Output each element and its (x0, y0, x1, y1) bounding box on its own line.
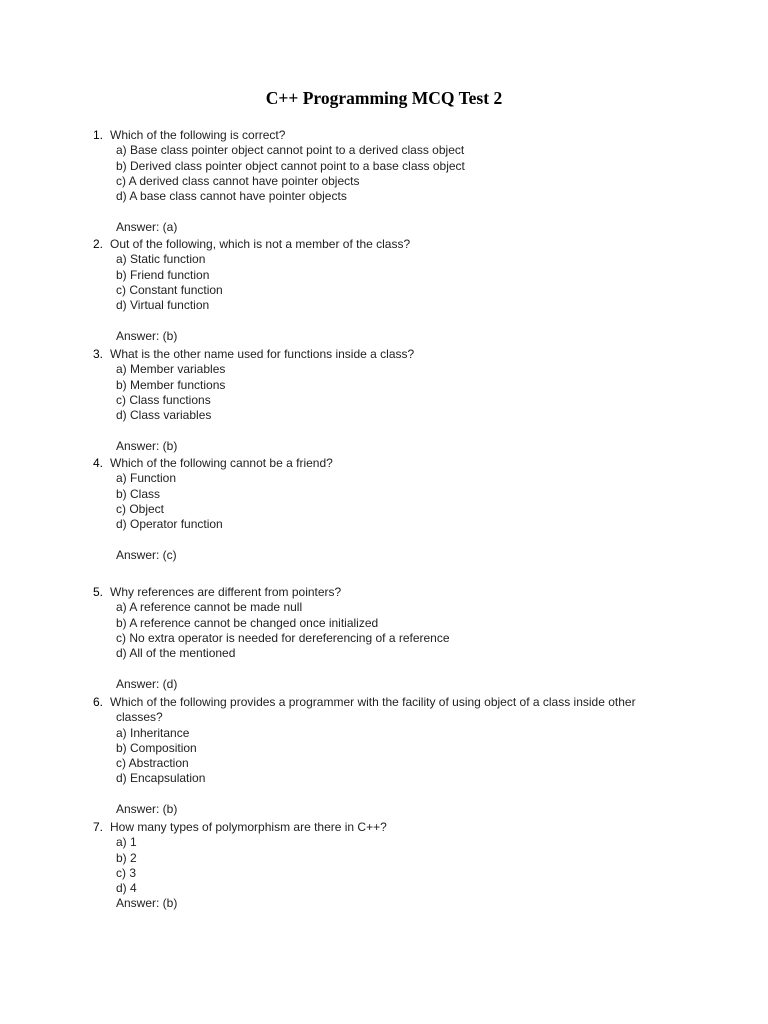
option-b: b) 2 (116, 850, 137, 865)
option-c: c) Class functions (116, 392, 211, 407)
answer: Answer: (b) (116, 438, 178, 453)
question-text: Which of the following cannot be a friend? (110, 456, 333, 470)
option-b: b) Class (116, 486, 161, 501)
option-d: d) All of the mentioned (116, 646, 236, 661)
answer: Answer: (b) (116, 328, 178, 343)
question-text: Which of the following provides a programmer with the facility of using object of a class inside other (110, 695, 636, 709)
option-a: a) 1 (116, 835, 137, 850)
option-b: b) A reference cannot be changed once initialized (116, 615, 379, 630)
question-4 (93, 456, 673, 563)
option-b: b) Member functions (116, 377, 226, 392)
option-d: d) Class variables (116, 408, 212, 423)
question-number: 7. (93, 820, 104, 834)
question-number: 6. (93, 695, 104, 709)
question-number: 4. (93, 456, 104, 470)
option-list (116, 143, 673, 204)
option-a: a) Base class pointer object cannot point to a derived class object (116, 143, 465, 158)
question-text: Which of the following is correct? (110, 128, 286, 142)
option-c: c) 3 (116, 865, 137, 880)
question-stem (93, 128, 673, 143)
question-3 (93, 347, 673, 454)
option-c: c) Abstraction (116, 756, 189, 771)
question-text-continued: classes? (116, 710, 163, 725)
option-list (116, 726, 673, 787)
answer: Answer: (b) (116, 802, 178, 817)
question-stem (93, 820, 673, 835)
question-6 (93, 695, 673, 817)
option-list (116, 600, 673, 661)
question-text: Why references are different from pointers? (110, 585, 342, 599)
option-d: d) 4 (116, 881, 137, 896)
question-stem (93, 456, 673, 471)
answer: Answer: (b) (116, 896, 178, 911)
question-7 (93, 820, 673, 912)
question-stem (93, 585, 673, 600)
question-number: 5. (93, 585, 104, 599)
option-a: a) A reference cannot be made null (116, 600, 303, 615)
question-stem (93, 695, 673, 726)
option-b: b) Derived class pointer object cannot point to a base class object (116, 158, 465, 173)
option-c: c) Object (116, 501, 165, 516)
option-d: d) Virtual function (116, 298, 210, 313)
question-stem (93, 347, 673, 362)
option-list (116, 471, 673, 532)
answer: Answer: (c) (116, 547, 177, 562)
option-a: a) Static function (116, 252, 206, 267)
option-c: c) No extra operator is needed for dereferencing of a reference (116, 630, 450, 645)
option-d: d) Operator function (116, 517, 223, 532)
option-a: a) Function (116, 471, 177, 486)
question-number: 3. (93, 347, 104, 361)
question-number: 2. (93, 237, 104, 251)
question-1 (93, 128, 673, 235)
option-list (116, 835, 673, 896)
option-d: d) A base class cannot have pointer objects (116, 189, 347, 204)
answer: Answer: (d) (116, 676, 178, 691)
option-c: c) Constant function (116, 282, 223, 297)
question-text: Out of the following, which is not a member of the class? (110, 237, 411, 251)
question-5 (93, 585, 673, 692)
question-2 (93, 237, 673, 344)
question-number: 1. (93, 128, 104, 142)
option-c: c) A derived class cannot have pointer objects (116, 173, 360, 188)
answer: Answer: (a) (116, 219, 178, 234)
option-list (116, 252, 673, 313)
option-list (116, 362, 673, 423)
option-a: a) Member variables (116, 362, 226, 377)
page-title: C++ Programming MCQ Test 2 (265, 88, 503, 108)
question-text: What is the other name used for functions inside a class? (110, 347, 415, 361)
option-d: d) Encapsulation (116, 771, 206, 786)
option-b: b) Composition (116, 740, 197, 755)
question-text: How many types of polymorphism are there in C++? (110, 820, 387, 834)
option-b: b) Friend function (116, 267, 210, 282)
option-a: a) Inheritance (116, 725, 190, 740)
question-stem (93, 237, 673, 252)
